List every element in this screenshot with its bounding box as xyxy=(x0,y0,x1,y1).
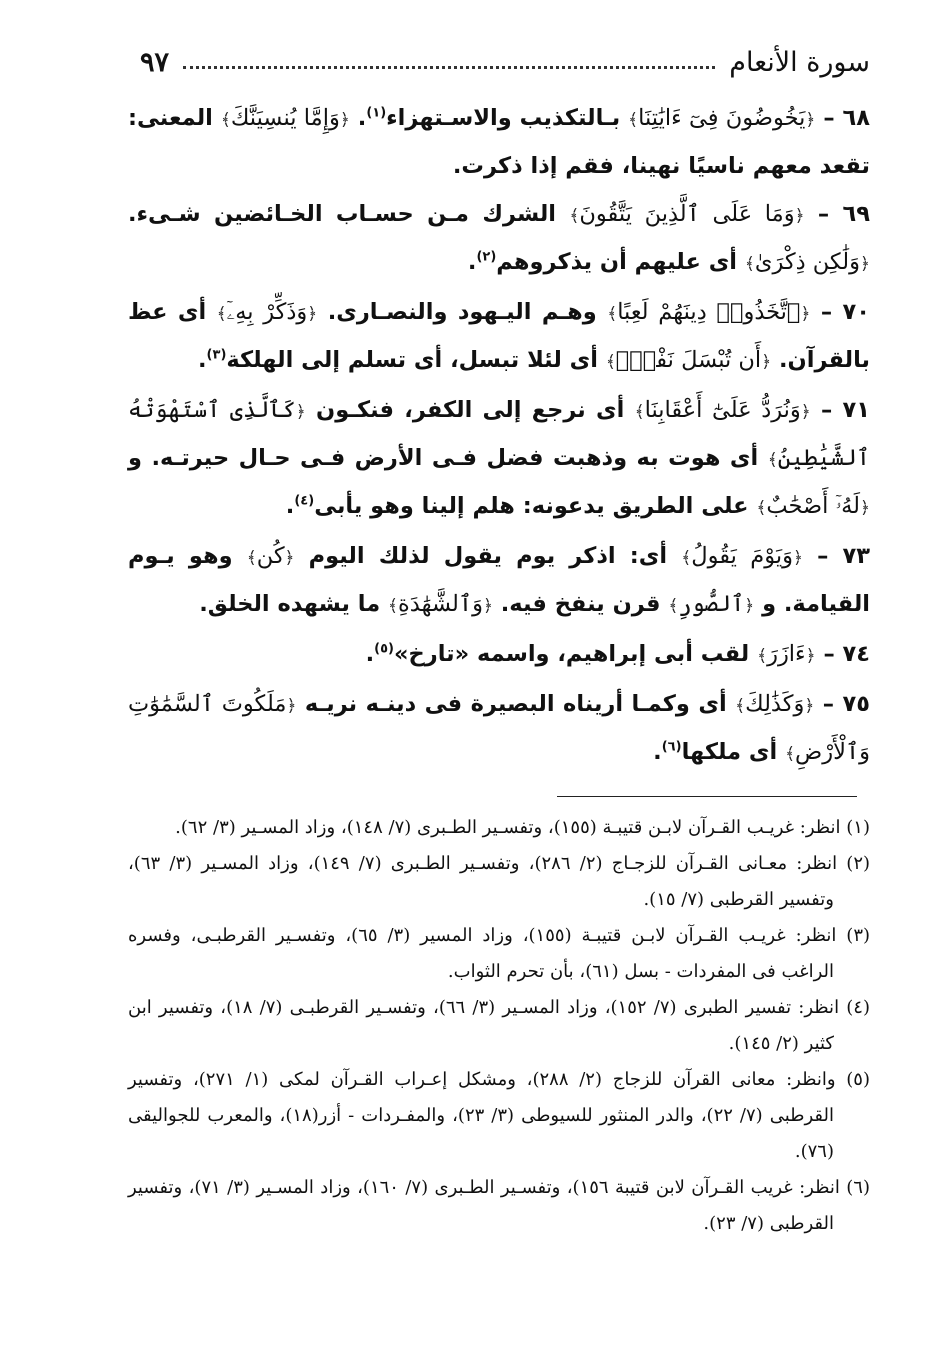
ornate-bracket-open: ﴿ xyxy=(284,548,295,568)
quran-text: يَخُوضُونَ فِىٓ ءَايَٰتِنَا xyxy=(638,105,806,131)
ornate-bracket-close: ﴾ xyxy=(681,548,692,568)
ornate-bracket-open: ﴿ xyxy=(794,206,805,226)
ornate-bracket-close: ﴾ xyxy=(246,548,257,568)
ornate-bracket-close: ﴾ xyxy=(757,646,768,666)
commentary-text: لقب أبى إبراهيم، واسمه «تارخ» xyxy=(394,641,750,667)
commentary-text: أى عظ بالقرآن. xyxy=(128,299,870,373)
commentary-text: الشرك مـن حسـاب الخـائضين شـىء. xyxy=(128,201,557,227)
commentary-text: المعنى: تقعد معهم ناسيًا نهينا، فقم إذا ذكرت. xyxy=(128,105,870,179)
verse-entry xyxy=(128,681,870,777)
commentary-text: قرن ينفخ فيه. xyxy=(500,591,661,617)
ornate-bracket-open: ﴿ xyxy=(744,596,755,616)
quran-quote xyxy=(737,249,870,275)
quran-quote xyxy=(727,691,815,717)
quran-quote xyxy=(556,201,805,227)
footnote: (٢) انظر: معـانى القـرآن للزجـاج (٢/ ٢٨٦)، وتفسـير الطـبرى (٧/ ١٤٩)، وزاد المسـير (٣/ ٦٣)، وتفسير القرطبى (٧/ ١٥). xyxy=(128,853,871,910)
verse-entry xyxy=(128,631,870,679)
commentary-body xyxy=(128,95,870,777)
commentary-text: . xyxy=(285,493,295,519)
quran-text: لَهُۥٓ أَصْحَٰبٌ xyxy=(766,493,861,519)
entry-dash: – xyxy=(810,397,843,423)
ornate-bracket-close: ﴾ xyxy=(605,352,616,372)
commentary-text: . xyxy=(197,347,207,373)
quran-text: مَلَكُوتَ ٱلسَّمَٰوَٰتِ وَٱلْأَرْضِ xyxy=(128,691,870,765)
quran-quote xyxy=(597,299,811,325)
commentary-text: أى ملكها xyxy=(681,739,778,765)
quran-text: وَٱلشَّهَٰدَةِ xyxy=(397,591,483,617)
commentary-text: أى وكمـا أريناه البصيرة فى دينـه نريـه xyxy=(304,691,727,717)
verse-number: ٦٨ xyxy=(842,105,870,131)
footnote-ref[interactable]: (٣) xyxy=(206,347,227,363)
commentary-text: أى هوت به وذهبت فضل فـى الأرض فـى حـال حيرتـه. و xyxy=(128,445,759,471)
quran-text: وَلَٰكِن ذِكْرَىٰ xyxy=(754,249,861,275)
footnote: (٥) وانظر: معانى القرآن للزجاج (٢/ ٢٨٨)، ومشكل إعـراب القـرآن لمكى (١/ ٢٧١)، وتفسير القرطبى (٧/ ٢٢)، والدر المنثور للسيوطى (٣/ ٢٣)، والمفـردات - أزر(١٨)، والمعرب للجواليقى (٧٦). xyxy=(128,1069,870,1162)
ornate-bracket-close: ﴾ xyxy=(756,498,767,518)
ornate-bracket-close: ﴾ xyxy=(607,304,618,324)
commentary-text: . xyxy=(357,105,367,131)
quran-text: وَكَذَٰلِكَ xyxy=(745,691,805,717)
entry-dash: – xyxy=(814,691,843,717)
ornate-bracket-close: ﴾ xyxy=(634,402,645,422)
verse-number: ٧٣ xyxy=(842,543,870,569)
quran-quote xyxy=(233,543,309,569)
quran-quote xyxy=(661,591,763,617)
quran-quote xyxy=(206,299,327,325)
ornate-bracket-open: ﴿ xyxy=(804,696,815,716)
entry-dash: – xyxy=(810,299,843,325)
footnote-ref[interactable]: (٥) xyxy=(374,641,394,657)
footnote-ref[interactable]: (١) xyxy=(366,105,387,121)
quran-text: ٱتَّخَذُوا۟ دِينَهُمْ لَعِبًا xyxy=(617,299,801,325)
footnote: (٦) انظر: غريب القـرآن لابن قتيبة ١٥٦)، وتفسـير الطـبرى (٧/ ١٦٠)، وزاد المسـير (٣/ ٧١)، وتفسير القرطبى (٧/ ٢٣). xyxy=(128,1177,870,1234)
footnote-ref[interactable]: (٢) xyxy=(476,249,497,265)
footnote-ref[interactable]: (٦) xyxy=(661,739,682,755)
quran-text: وَذَكِّرْ بِهِۦٓ xyxy=(226,299,308,325)
commentary-text: وهو يـوم القيامة. و xyxy=(128,543,870,617)
page-number: ٩٧ xyxy=(140,46,170,78)
ornate-bracket-open: ﴿ xyxy=(339,110,350,130)
verse-entry xyxy=(128,289,870,385)
commentary-text: أى نرجع إلى الكفر، فنكـون xyxy=(316,397,625,423)
quran-text: ءَازَرَ xyxy=(767,641,806,667)
entry-dash: – xyxy=(815,105,843,131)
footnote-divider xyxy=(557,796,857,797)
ornate-bracket-close: ﴾ xyxy=(785,744,796,764)
commentary-text: أى لئلا تبسل، أى تسلم إلى الهلكة xyxy=(226,347,598,373)
ornate-bracket-open: ﴿ xyxy=(307,304,318,324)
quran-quote xyxy=(380,591,501,617)
commentary-text: وهـم اليـهود والنصـارى. xyxy=(327,299,597,325)
quran-quote xyxy=(749,641,815,667)
ornate-bracket-open: ﴿ xyxy=(800,304,811,324)
verse-entry xyxy=(128,191,870,287)
verse-number: ٧٠ xyxy=(842,299,870,325)
ornate-bracket-close: ﴾ xyxy=(628,110,639,130)
ornate-bracket-close: ﴾ xyxy=(569,206,580,226)
verse-number: ٦٩ xyxy=(842,201,870,227)
commentary-text: أى عليهم أن يذكروهم xyxy=(496,249,738,275)
footnote: (١) انظر: غريـب القـرآن لابـن قتيبـة (١٥٥)، وتفسـير الطـبرى (٧/ ١٤٨)، وزاد المسـير (٣/ ٦٢). xyxy=(175,817,870,838)
ornate-bracket-close: ﴾ xyxy=(388,596,398,616)
quran-text: وَنُرَدُّ عَلَىٰٓ أَعْقَابِنَا xyxy=(644,397,801,423)
quran-quote xyxy=(620,105,815,131)
verse-entry xyxy=(128,387,870,531)
quran-quote xyxy=(213,105,358,131)
ornate-bracket-open: ﴿ xyxy=(805,646,816,666)
commentary-text: على الطريق يدعونه: هلم إلينا وهو يأبى xyxy=(314,493,749,519)
footnotes xyxy=(128,810,870,1242)
ornate-bracket-close: ﴾ xyxy=(735,696,746,716)
quran-text: كَٱلَّذِى ٱسْتَهْوَتْهُ ٱلشَّيَٰطِينُ xyxy=(128,397,870,471)
ornate-bracket-close: ﴾ xyxy=(744,254,755,274)
ornate-bracket-open: ﴿ xyxy=(295,402,306,422)
verse-number: ٧١ xyxy=(842,397,870,423)
ornate-bracket-open: ﴿ xyxy=(805,110,816,130)
verse-number: ٧٥ xyxy=(842,691,870,717)
ornate-bracket-close: ﴾ xyxy=(668,596,679,616)
ornate-bracket-close: ﴾ xyxy=(767,450,778,470)
quran-quote xyxy=(624,397,810,423)
ornate-bracket-open: ﴿ xyxy=(800,402,811,422)
surah-title: سورة الأنعام xyxy=(729,46,870,78)
ornate-bracket-open: ﴿ xyxy=(761,352,772,372)
dotted-leader xyxy=(183,66,715,69)
commentary-text: . xyxy=(365,641,375,667)
quran-quote xyxy=(598,347,779,373)
footnote: (٣) انظر: غريـب القـرآن لابـن قتيبـة (١٥٥)، وزاد المسير (٣/ ٦٥)، وتفسـير القرطبـى، وفسره الراغب فى المفردات - بسل (٦١)، بأن تحرم الثواب. xyxy=(128,925,871,982)
quran-text: أَن تُبْسَلَ نَفْسٌۢ xyxy=(615,347,762,373)
footnote: (٤) انظر: تفسير الطبرى (٧/ ١٥٢)، وزاد المسـير (٣/ ٦٦)، وتفسـير القرطبـى (٧/ ١٨)، وتفسير ابن كثير (٢/ ١٤٥). xyxy=(128,997,870,1054)
commentary-text: . xyxy=(653,739,662,765)
quran-quote xyxy=(667,543,803,569)
entry-dash: – xyxy=(802,543,843,569)
verse-number: ٧٤ xyxy=(842,641,870,667)
ornate-bracket-open: ﴿ xyxy=(482,596,493,616)
commentary-text: ما يشهده الخلق. xyxy=(199,591,381,617)
commentary-text: أى: اذكر يوم يقول لذلك اليوم xyxy=(308,543,668,569)
verse-entry xyxy=(128,95,870,189)
quran-text: كُن xyxy=(256,543,285,569)
footnote-ref[interactable]: (٤) xyxy=(294,493,315,509)
ornate-bracket-open: ﴿ xyxy=(793,548,803,568)
ornate-bracket-close: ﴾ xyxy=(216,304,227,324)
running-header xyxy=(140,40,870,84)
quran-text: وَإِمَّا يُنسِيَنَّكَ xyxy=(230,105,340,131)
quran-text: ٱلصُّورِ xyxy=(678,591,745,617)
ornate-bracket-open: ﴿ xyxy=(860,254,870,274)
quran-quote xyxy=(749,493,870,519)
quran-text: وَيَوْمَ يَقُولُ xyxy=(691,543,793,569)
ornate-bracket-open: ﴿ xyxy=(286,696,297,716)
commentary-text: . xyxy=(467,249,477,275)
entry-dash: – xyxy=(804,201,843,227)
ornate-bracket-open: ﴿ xyxy=(860,498,870,518)
ornate-bracket-close: ﴾ xyxy=(220,110,231,130)
commentary-text: بـالتكذيب والاسـتهزاء xyxy=(386,105,621,131)
verse-entry xyxy=(128,533,870,629)
quran-text: وَمَا عَلَى ٱلَّذِينَ يَتَّقُونَ xyxy=(579,201,795,227)
entry-dash: – xyxy=(815,641,843,667)
